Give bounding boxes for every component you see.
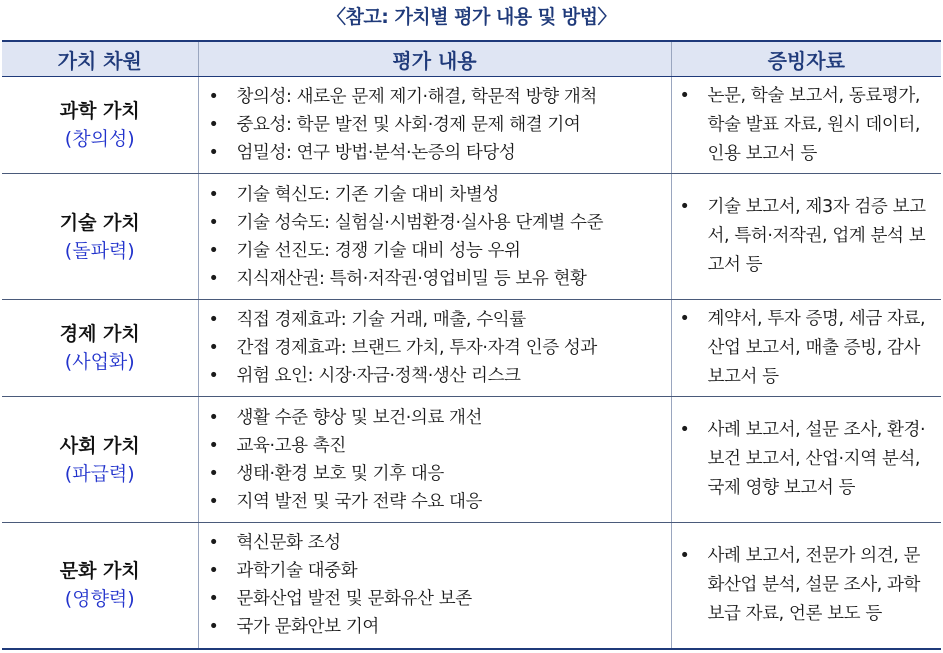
table-title: 〈참고: 가치별 평가 내용 및 방법〉 [327,6,616,28]
evidence-cell [671,523,941,649]
dimension-cell [2,77,198,174]
table-row-economy [2,300,941,397]
list-item: • 기술 혁신도: 기존 기술 대비 차별성 [209,181,671,209]
dimension-name: 과학 가치 [59,100,140,122]
content-cell [198,77,671,174]
evidence-item: • 계약서, 투자 증명, 세금 자료, 산업 보고서, 매출 증빙, 감사 보고서 등 [680,305,942,392]
header-evidence: 증빙자료 [671,41,941,77]
dimension-subtitle: (돌파력) [64,239,135,262]
list-item: • 기술 선진도: 경쟁 기술 대비 성능 우위 [209,237,671,265]
dimension-cell [2,397,198,523]
evidence-cell [671,77,941,174]
list-item: • 지식재산권: 특허·저작권·영업비밀 등 보유 현황 [209,265,671,293]
list-item: • 간접 경제효과: 브랜드 가치, 투자·자격 인증 성과 [209,334,671,362]
content-list [199,83,671,167]
dimension-name: 문화 가치 [59,560,140,583]
dimension-subtitle: (영향력) [64,588,135,611]
dimension-subtitle: (사업화) [64,351,135,373]
dimension-cell [2,174,198,300]
evidence-cell [671,397,941,523]
dimension-name: 사회 가치 [59,434,140,457]
content-list [199,181,671,293]
list-item: • 문화산업 발전 및 문화유산 보존 [209,585,671,613]
content-cell [198,397,671,523]
dimension-name: 기술 가치 [59,211,140,234]
dimension-subtitle: (창의성) [64,128,135,150]
list-item: • 교육·고용 촉진 [209,432,671,460]
evaluation-table [2,40,941,650]
list-item: • 혁신문화 조성 [209,529,671,557]
list-item: • 기술 성숙도: 실험실·시범환경·실사용 단계별 수준 [209,209,671,237]
list-item: • 과학기술 대중화 [209,557,671,585]
dimension-name: 경제 가치 [59,323,140,345]
list-item: • 창의성: 새로운 문제 제기·해결, 학문적 방향 개척 [209,83,671,111]
list-item: • 엄밀성: 연구 방법·분석·논증의 타당성 [209,139,671,167]
content-cell [198,523,671,649]
list-item: • 생활 수준 향상 및 보건·의료 개선 [209,404,671,432]
header-content: 평가 내용 [198,41,671,77]
list-item: • 생태·환경 보호 및 기후 대응 [209,460,671,488]
list-item: • 지역 발전 및 국가 전략 수요 대응 [209,488,671,516]
list-item: • 직접 경제효과: 기술 거래, 매출, 수익률 [209,306,671,334]
evidence-item: • 논문, 학술 보고서, 동료평가, 학술 발표 자료, 원시 데이터, 인용 보고서 등 [680,82,942,169]
header-dimension: 가치 차원 [2,41,198,77]
table-row-science [2,77,941,174]
header-row [2,41,941,77]
table-row-technology [2,174,941,300]
evidence-item: • 사례 보고서, 설문 조사, 환경·보건 보고서, 산업·지역 분석, 국제 영향 보고서 등 [680,416,942,503]
content-cell [198,300,671,397]
table-row-culture [2,523,941,649]
list-item: • 국가 문화안보 기여 [209,613,671,641]
table-row-society [2,397,941,523]
evidence-item: • 사례 보고서, 전문가 의견, 문화산업 분석, 설문 조사, 과학 보급 자료, 언론 보도 등 [680,542,942,629]
content-cell [198,174,671,300]
evidence-cell [671,300,941,397]
dimension-subtitle: (파급력) [64,462,135,485]
evidence-cell [671,174,941,300]
dimension-cell [2,300,198,397]
content-list [199,306,671,390]
evidence-item: • 기술 보고서, 제3자 검증 보고서, 특허·저작권, 업계 분석 보고서 등 [680,193,942,280]
list-item: • 위험 요인: 시장·자금·정책·생산 리스크 [209,362,671,390]
dimension-cell [2,523,198,649]
list-item: • 중요성: 학문 발전 및 사회·경제 문제 해결 기여 [209,111,671,139]
content-list [199,404,671,516]
content-list [199,529,671,641]
